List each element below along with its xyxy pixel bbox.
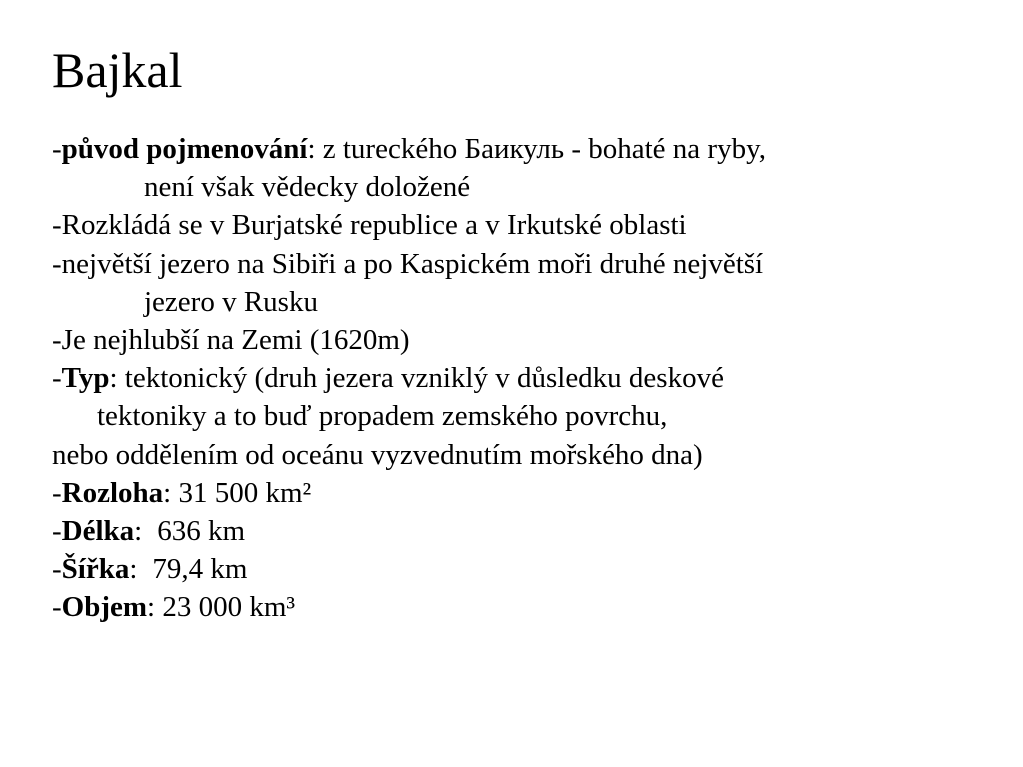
bullet-label: Délka [61, 514, 135, 547]
bullet-nejvetsi-continuation [52, 283, 992, 321]
bullet-text: : z tureckého Баикуль - bohaté na ryby, [307, 133, 766, 165]
bullet-colon: : [129, 553, 138, 586]
bullet-dash: - [52, 133, 62, 165]
bullet-text: : tektonický (druh jezera vzniklý v důsledku deskové [109, 362, 724, 395]
slide-title: Bajkal [52, 42, 183, 98]
bullet-label: Typ [61, 362, 110, 395]
bullet-text: nebo oddělením od oceánu vyzvednutím mořského dna) [52, 438, 703, 471]
bullet-dash: - [52, 476, 62, 509]
slide-body [52, 130, 992, 626]
bullet-rozklada [52, 206, 992, 244]
bullet-label: původ pojmenování [61, 133, 308, 165]
bullet-puvod-continuation [52, 168, 992, 206]
bullet-delka [52, 512, 992, 550]
bullet-text: : 23 000 km³ [147, 591, 296, 624]
bullet-text: -největší jezero na Sibiři a po Kaspickém moři druhé největší [52, 247, 764, 280]
bullet-dash: - [52, 553, 62, 586]
bullet-typ-continuation [52, 397, 992, 435]
bullet-text: není však vědecky doložené [144, 171, 471, 204]
bullet-typ [52, 359, 992, 397]
bullet-nejhlubsi [52, 321, 992, 359]
bullet-label: Rozloha [61, 476, 164, 509]
bullet-text: -Je nejhlubší na Zemi (1620m) [52, 323, 410, 356]
bullet-dash: - [52, 362, 62, 395]
bullet-label: Objem [61, 591, 148, 624]
bullet-text: tektoniky a to buď propadem zemského povrchu, [97, 400, 668, 433]
bullet-nejvetsi [52, 245, 992, 283]
bullet-text: -Rozkládá se v Burjatské republice a v Irkutské oblasti [52, 209, 687, 242]
bullet-text: : 31 500 km² [163, 476, 312, 509]
bullet-label: Šířka [61, 553, 130, 586]
bullet-text: jezero v Rusku [144, 285, 318, 318]
bullet-rozloha [52, 474, 992, 512]
bullet-puvod [52, 130, 992, 168]
bullet-value: 79,4 km [152, 553, 248, 586]
bullet-value: 636 km [157, 514, 246, 547]
bullet-dash: - [52, 514, 62, 547]
bullet-objem [52, 588, 992, 626]
bullet-colon: : [134, 514, 143, 547]
bullet-sirka [52, 550, 992, 588]
bullet-dash: - [52, 591, 62, 624]
bullet-typ-continuation-2 [52, 436, 992, 474]
